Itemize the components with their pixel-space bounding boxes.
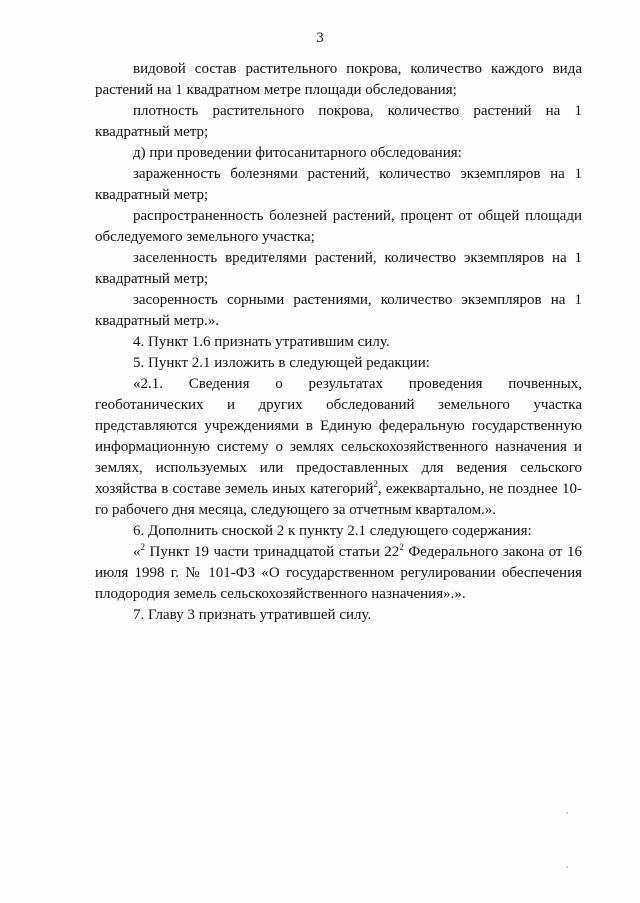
paragraph-species-composition: видовой состав растительного покрова, количество каждого вида растений на 1 квадратном метре площади обследования; bbox=[95, 61, 582, 98]
paragraph-phytosanitary-heading: д) при проведении фитосанитарного обследования: bbox=[133, 145, 462, 161]
footnote-mark: 2 bbox=[373, 479, 378, 489]
paragraph-density: плотность растительного покрова, количество растений на 1 квадратный метр; bbox=[95, 103, 582, 140]
footnote-mark: 2 bbox=[140, 542, 145, 552]
clause-2-1-text-a: «2.1. Сведения о результатах проведения почвенных, геоботанических и других обследований земельного участка представляются учреждениями в Единую федеральную государственную информационную систему о землях сельскохозяйственного назначения и землях, используемых или предоставленных для ведения сельского хозяйства в составе земель иных категорий bbox=[95, 376, 582, 497]
footnote-text-a: « bbox=[133, 544, 141, 560]
paragraph-item-4: 4. Пункт 1.6 признать утратившим силу. bbox=[133, 334, 390, 350]
footnote-text-c: Федерального закона от 16 июля 1998 г. № 101-ФЗ «О государственном регулировании обеспечения плодородия земель сельскохозяйственного назначения».». bbox=[95, 544, 582, 602]
paragraph-item-6: 6. Дополнить сноской 2 к пункту 2.1 следующего содержания: bbox=[133, 523, 532, 539]
paragraph-item-7: 7. Главу 3 признать утратившей силу. bbox=[133, 607, 372, 623]
footnote-text-b: Пункт 19 части тринадцатой статьи 22 bbox=[145, 544, 400, 560]
scan-speck bbox=[566, 866, 568, 868]
paragraph-weed-infestation: засоренность сорными растениями, количество экземпляров на 1 квадратный метр.». bbox=[95, 292, 582, 329]
paragraph-clause-2-1 bbox=[95, 374, 582, 521]
clause-2-1-text-b: , ежеквартально, не позднее 10-го рабочего дня месяца, следующего за отчетным кварталом.». bbox=[95, 481, 582, 518]
document-body bbox=[95, 59, 582, 626]
scan-speck bbox=[566, 812, 568, 814]
paragraph-disease-infection: зараженность болезнями растений, количество экземпляров на 1 квадратный метр; bbox=[95, 166, 582, 203]
page-number: 3 bbox=[316, 30, 324, 46]
paragraph-pest-population: заселенность вредителями растений, количество экземпляров на 1 квадратный метр; bbox=[95, 250, 582, 287]
paragraph-item-5: 5. Пункт 2.1 изложить в следующей редакции: bbox=[133, 355, 430, 371]
paragraph-footnote-2 bbox=[95, 542, 582, 605]
paragraph-disease-spread: распространенность болезней растений, процент от общей площади обследуемого земельного участка; bbox=[95, 208, 582, 245]
article-superscript: 2 bbox=[399, 542, 404, 552]
